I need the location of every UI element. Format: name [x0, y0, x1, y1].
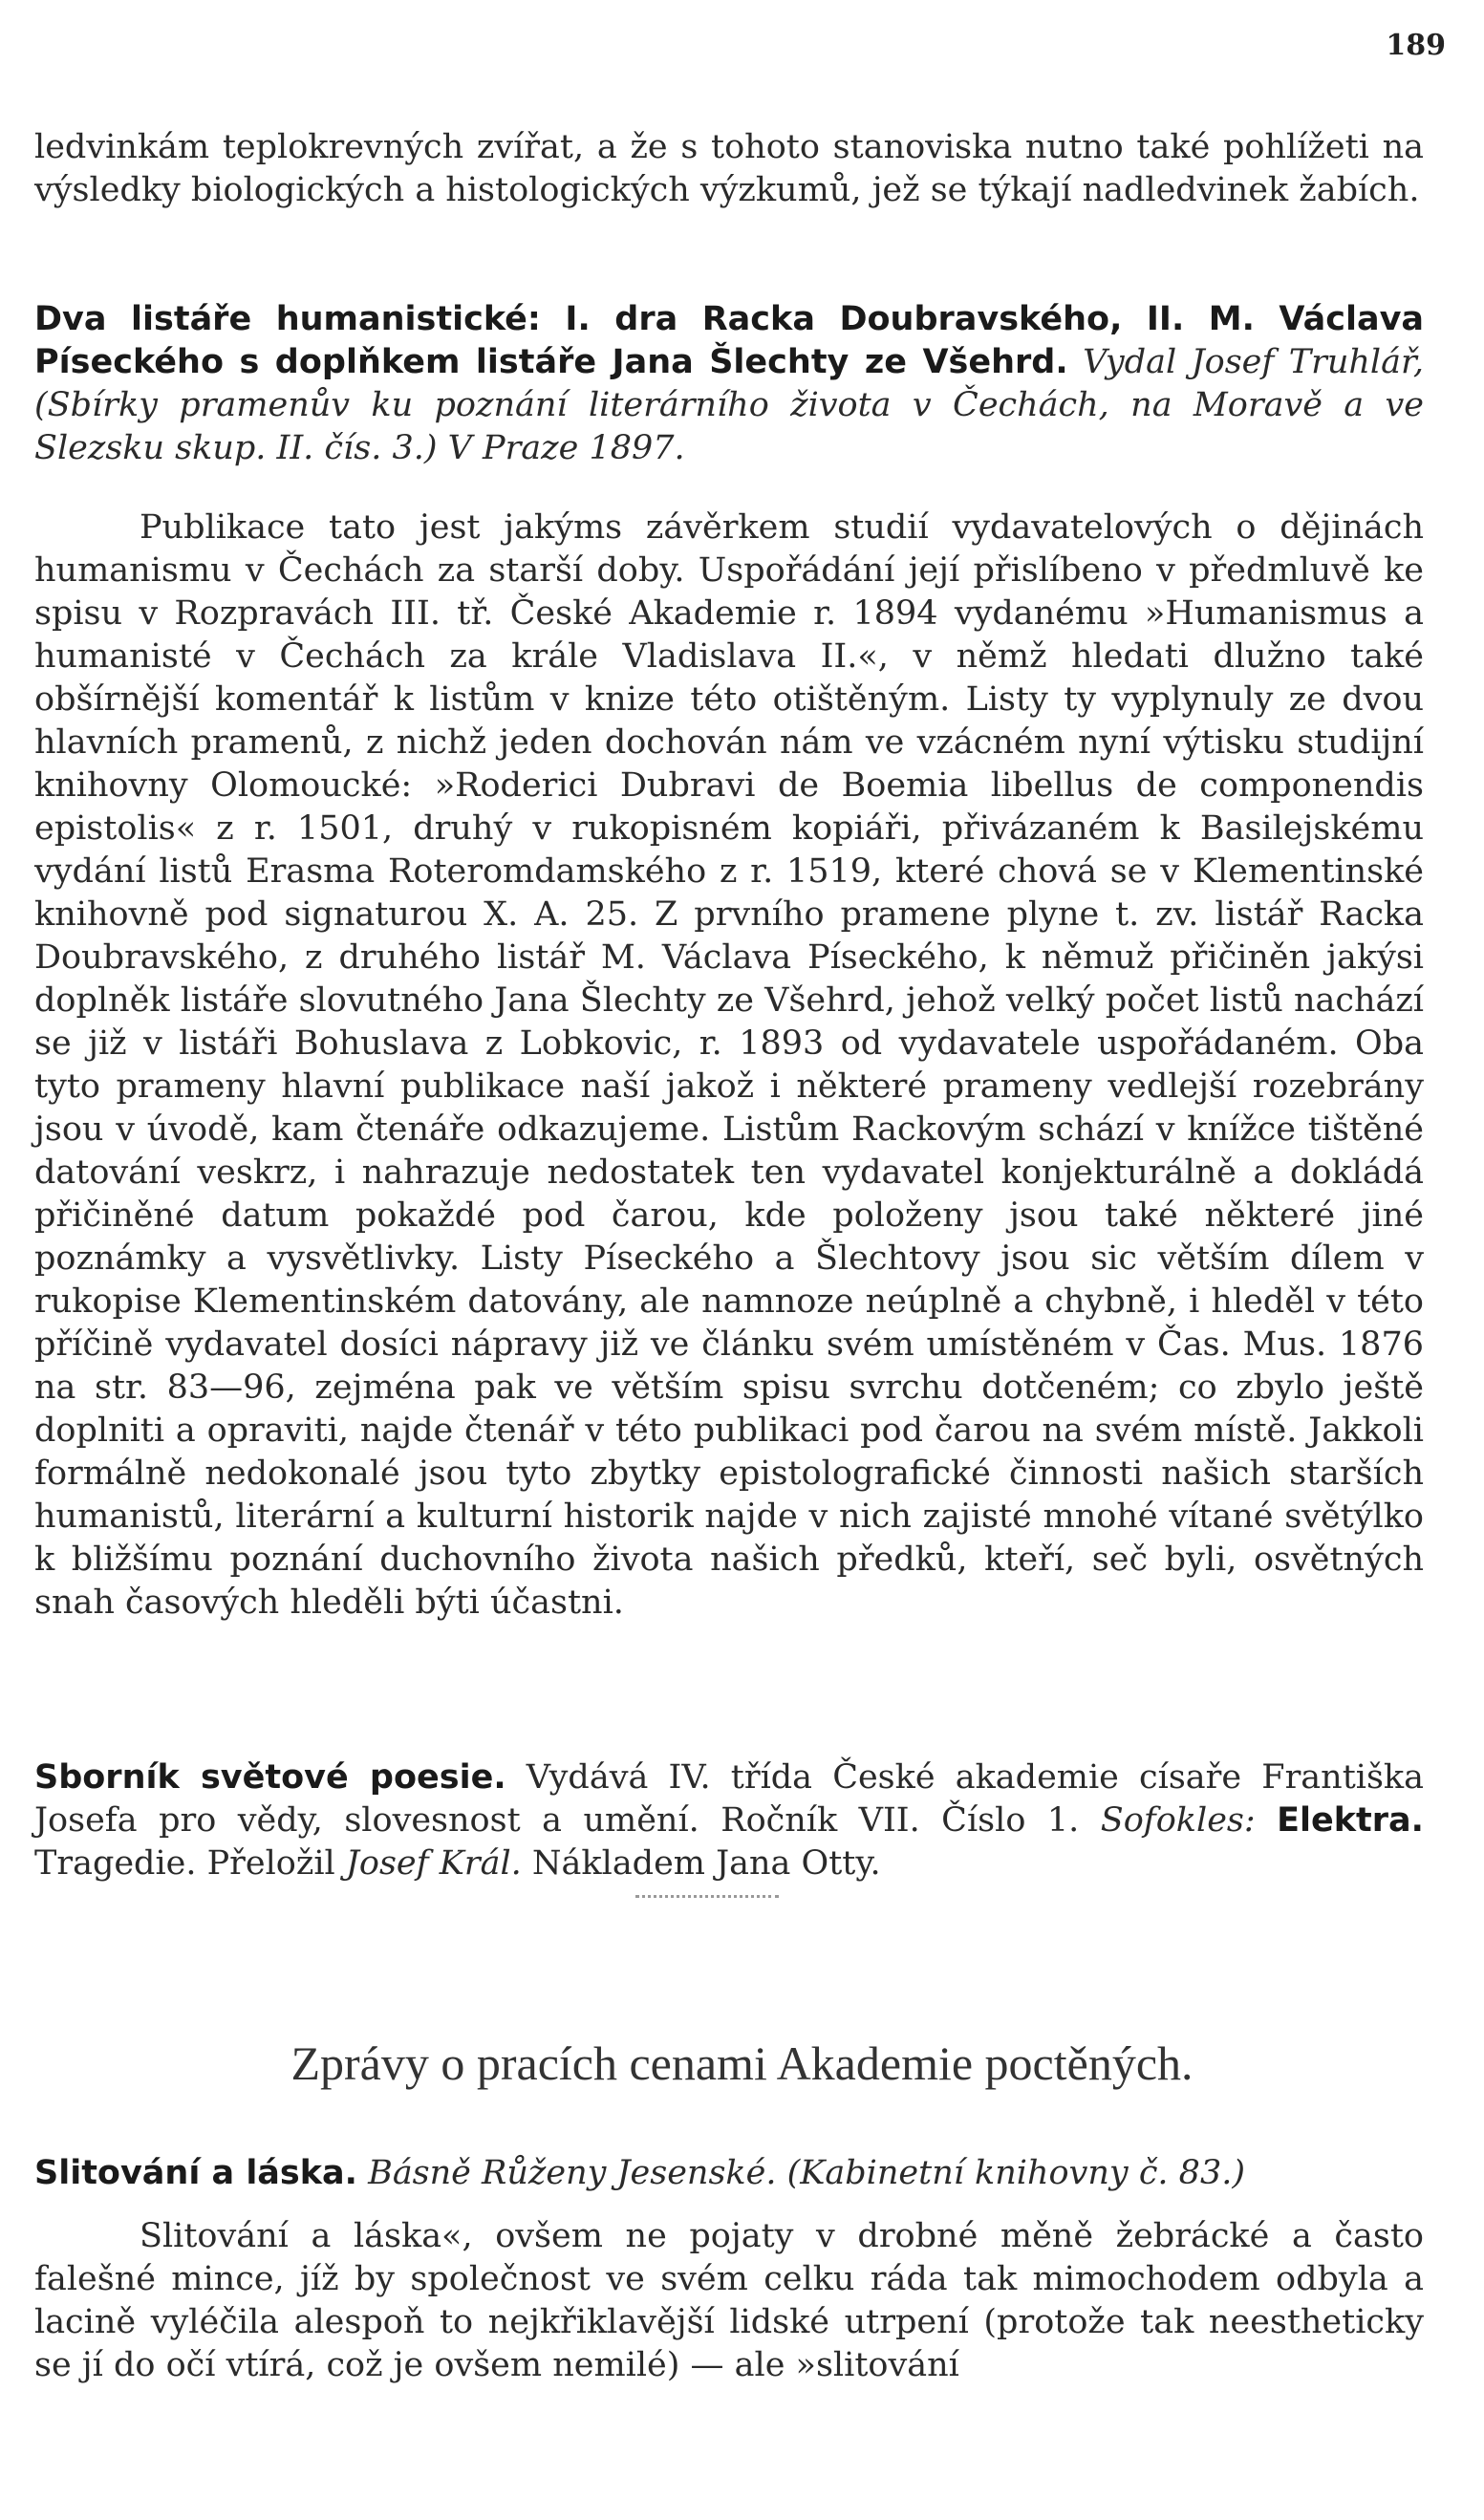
- review2-author: Sofokles:: [1100, 1801, 1256, 1840]
- review2-text1: Vydává IV. třída České akademie císaře Františka Josefa pro vědy, slovesnost a umění. Ročník VII. Číslo 1.: [34, 1758, 1424, 1840]
- review2-text2: Tragedie. Přeložil: [34, 1844, 335, 1883]
- review-sbornik: [34, 1756, 1424, 1885]
- section-heading: Zprávy o pracích cenami Akademie poctěných.: [290, 2036, 1194, 2090]
- review2-work: Elektra.: [1277, 1801, 1424, 1840]
- review2-title: Sborník světové poesie.: [34, 1758, 506, 1797]
- page-number: 189: [1386, 29, 1446, 62]
- section-divider: [635, 1895, 779, 1898]
- review2-translator: Josef Král.: [345, 1844, 522, 1883]
- review1-citation: Vydal Josef Truhlář, (Sbírky pramenův ku poznání literárního života v Čechách, na Moravě a ve Slezsku skup. II. čís. 3.) V Praze 1897.: [34, 343, 1424, 467]
- review3-body: Slitování a láska«, ovšem ne pojaty v drobné měně žebrácké a často falešné mince, jíž by společnost ve svém celku ráda tak mimochodem odbyla a lacině vyléčila alespoň to nejkřiklavější lidské utrpení (protože tak neestheticky se jí do očí vtírá, což je ovšem nemilé) — ale »slitování: [34, 2217, 1424, 2384]
- review-slitovani: [34, 2152, 1424, 2195]
- review1-body: Publikace tato jest jakýms závěrkem studií vydavatelových o dějinách humanismu v Čechách za starší doby. Uspořádání její přislíbeno v předmluvě ke spisu v Rozpravách III. tř. České Akademie r. 1894 vydanému »Humanismus a humanisté v Čechách za krále Vladislava II.«, v němž hledati dlužno také obšírnější komentář k listům v knize této otištěným. Listy ty vyplynuly ze dvou hlavních pramenů, z nichž jeden dochován nám ve vzácném nyní výtisku studijní knihovny Olomoucké: »Roderici Dubravi de Boemia libellus de componendis epistolis« z r. 1501, druhý v rukopisném kopiáři, přivázaném k Basilejskému vydání listů Erasma Roteromdamského z r. 1519, které chová se v Klementinské knihovně pod signaturou X. A. 25. Z prvního pramene plyne t. zv. listář Racka Doubravského, z druhého listář M. Václava Píseckého, k němuž přičiněn jakýsi doplněk listáře slovutného Jana Šlechty ze Všehrd, jehož velký počet listů nachází se již v listáři Bohuslava z Lobkovic, r. 1893 od vydavatele uspořádaném. Oba tyto prameny hlavní publikace naší jakož i některé prameny vedlejší rozebrány jsou v úvodě, kam čtenáře odkazujeme. Listům Rackovým schází v knížce tištěné datování veskrz, i nahrazuje nedostatek ten vydavatel konjekturálně a dokládá přičiněné datum pokaždé pod čarou, kde položeny jsou také některé jiné poznámky a vysvětlivky. Listy Píseckého a Šlechtovy jsou sic větším dílem v rukopise Klementinském datovány, ale namnoze neúplně a chybně, i hleděl v této příčině vydavatel dosíci nápravy již ve článku svém umístěném v Čas. Mus. 1876 na str. 83—96, zejména pak ve větším spisu svrchu dotčeném; co zbylo ještě doplniti a opraviti, najde čtenář v této publikaci pod čarou na svém místě. Jakkoli formálně nedokonalé jsou tyto zbytky epistolografické činnosti našich starších humanistů, literární a kulturní historik najde v nich zajisté mnohé vítané světýlko k bližšímu poznání duchovního života našich předků, kteří, seč byli, osvětných snah časových hleděli býti účastni.: [34, 508, 1424, 1622]
- review3-subtitle: Básně Růženy Jesenské. (Kabinetní knihovny č. 83.): [368, 2154, 1245, 2192]
- review3-title: Slitování a láska.: [34, 2154, 357, 2192]
- review-dva-listare: [34, 298, 1424, 470]
- intro-paragraph: ledvinkám teplokrevných zvířat, a že s tohoto stanoviska nutno také pohlížeti na výsledky biologických a histologických výzkumů, jež se týkají nadledvinek žabích.: [34, 128, 1424, 209]
- review1-title: Dva listáře humanistické: I. dra Racka Doubravského, II. M. Václava Píseckého s doplňkem listáře Jana Šlechty ze Všehrd.: [34, 300, 1424, 381]
- review2-text3: Nákladem Jana Otty.: [531, 1844, 881, 1883]
